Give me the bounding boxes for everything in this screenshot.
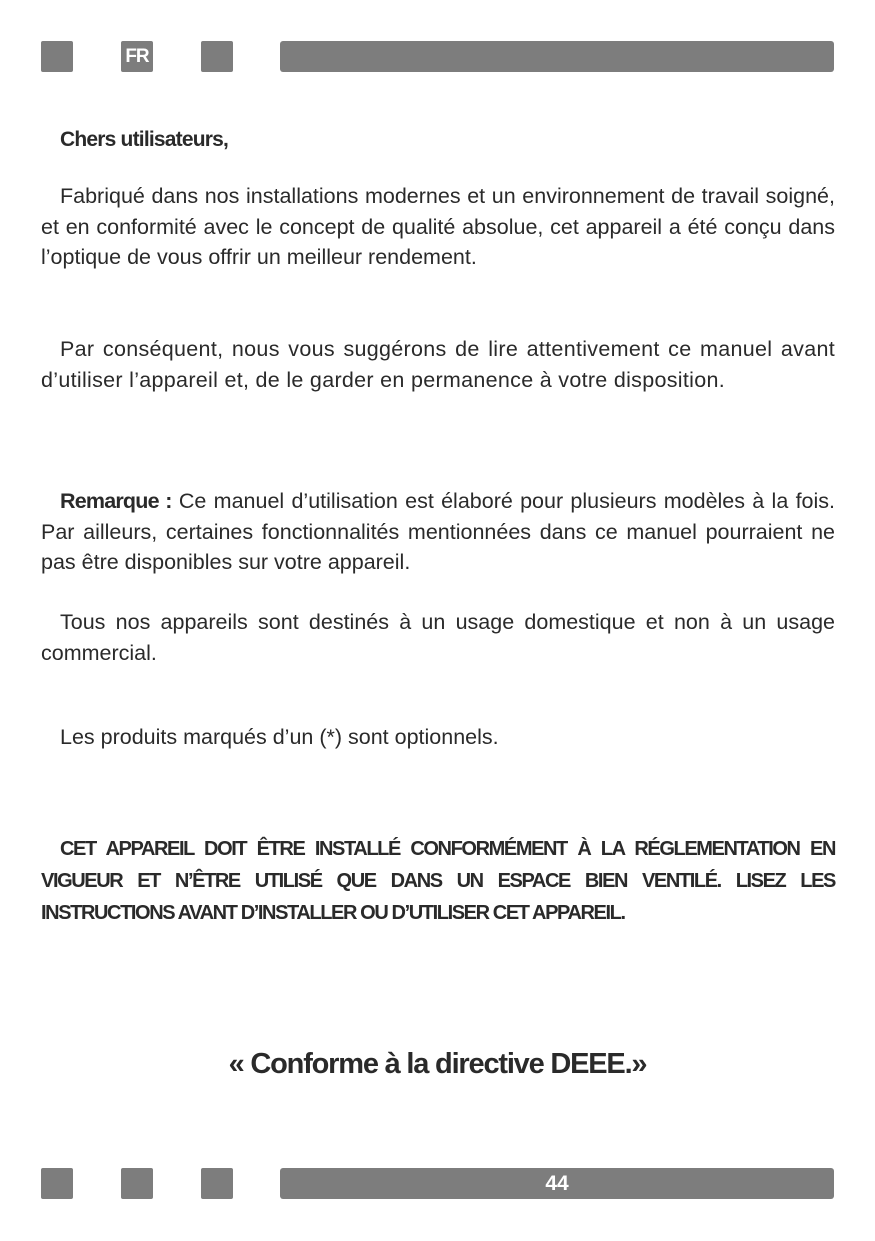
installation-warning: CET APPAREIL DOIT ÊTRE INSTALLÉ CONFORMÉMENT À LA RÉGLEMENTATION EN VIGUEUR ET N’ÊTRE UTILISÉ QUE DANS UN ESPACE BIEN VENTILÉ. LISEZ LES INSTRUCTIONS AVANT D’INSTALLER OU D’UTILISER CET APPAREIL. bbox=[41, 838, 835, 924]
domestic-use-paragraph: Tous nos appareils sont destinés à un usage domestique et non à un usage commercial. bbox=[41, 610, 835, 665]
page-number: 44 bbox=[280, 1168, 834, 1199]
note-paragraph bbox=[41, 486, 835, 578]
greeting-heading: Chers utilisateurs, bbox=[60, 128, 229, 151]
reading-advice-paragraph: Par conséquent, nous vous suggérons de lire attentivement ce manuel avant d’utiliser l’appareil et, de le garder en permanence à votre disposition. bbox=[41, 337, 835, 392]
note-text: Ce manuel d’utilisation est élaboré pour plusieurs modèles à la fois. Par ailleurs, certaines fonctionnalités mentionnées dans ce manuel pourraient ne pas être disponibles sur votre appareil. bbox=[41, 489, 835, 574]
header-square-3 bbox=[201, 41, 233, 72]
note-label: Remarque : bbox=[60, 489, 172, 513]
footer-square-2 bbox=[121, 1168, 153, 1199]
footer-square-1 bbox=[41, 1168, 73, 1199]
footer-square-3 bbox=[201, 1168, 233, 1199]
header-square-1 bbox=[41, 41, 73, 72]
optional-products-paragraph: Les produits marqués d’un (*) sont optionnels. bbox=[60, 725, 499, 749]
intro-paragraph: Fabriqué dans nos installations modernes et un environnement de travail soigné, et en conformité avec le concept de qualité absolue, cet appareil a été conçu dans l’optique de vous offrir un meilleur rendement. bbox=[41, 184, 835, 269]
weee-compliance-statement: « Conforme à la directive DEEE.» bbox=[228, 1048, 647, 1080]
header-bar bbox=[280, 41, 834, 72]
language-badge: FR bbox=[121, 41, 153, 72]
